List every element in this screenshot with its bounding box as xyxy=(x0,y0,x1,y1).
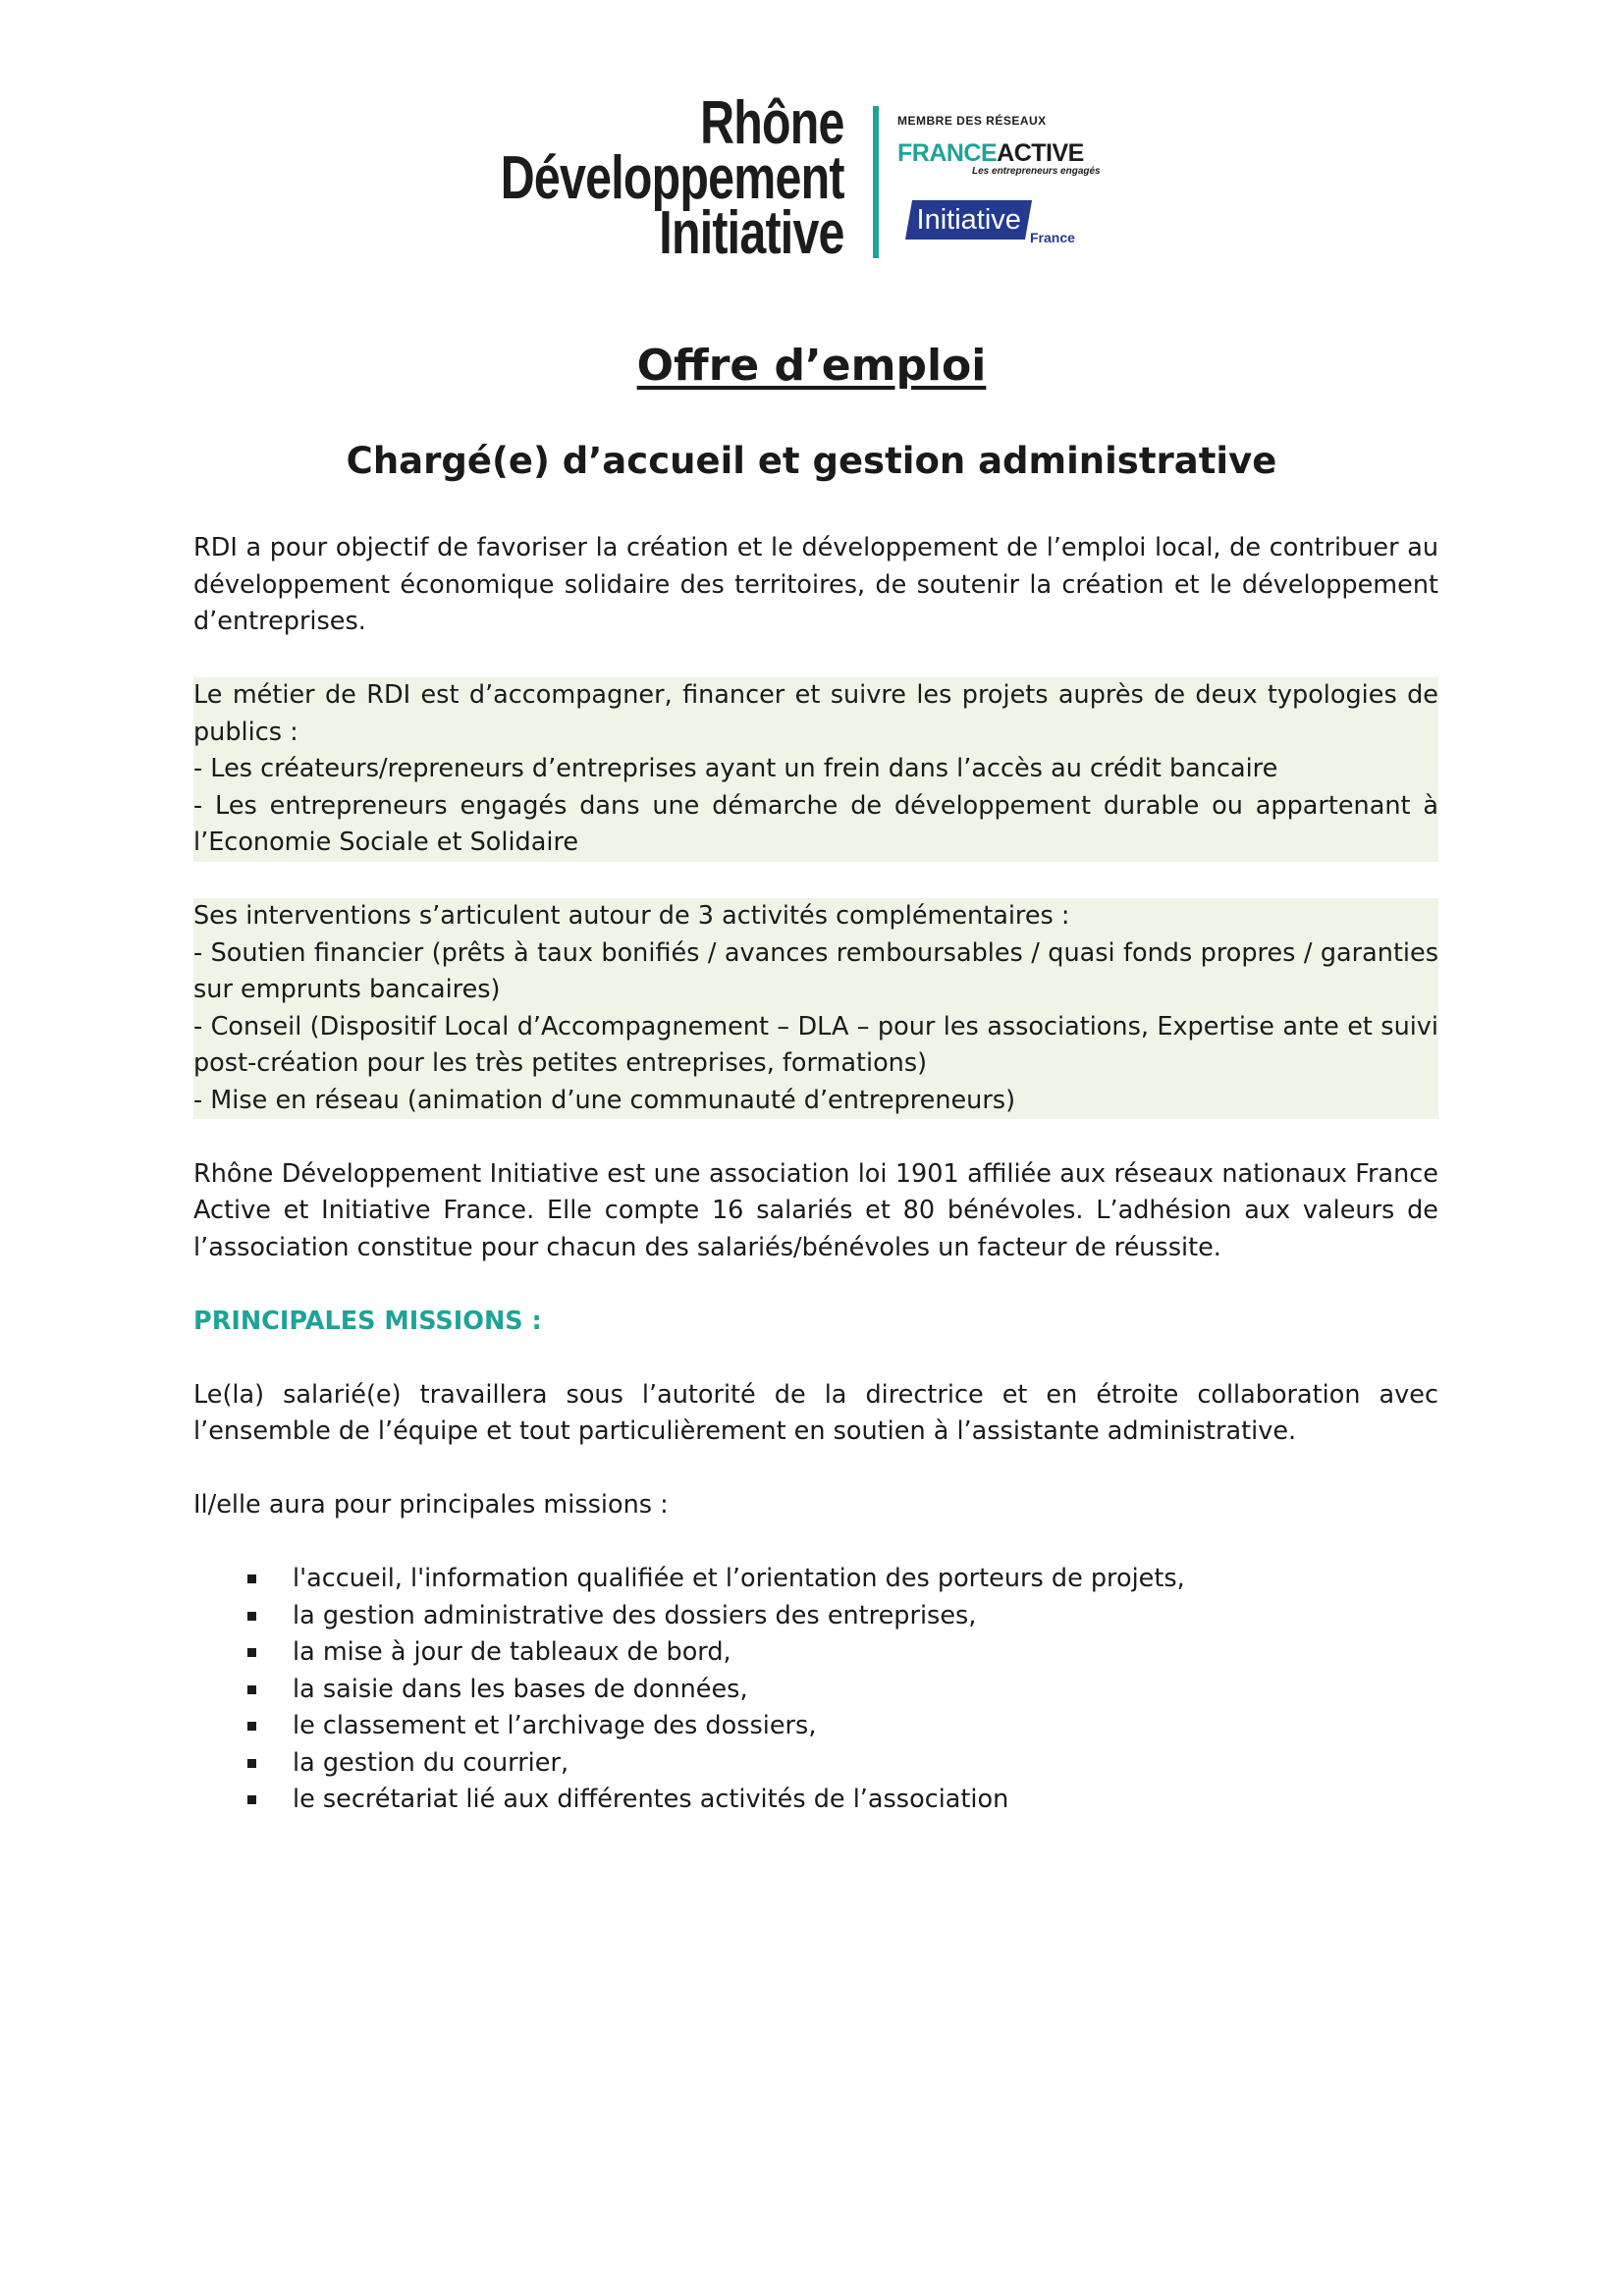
france-active-tagline: Les entrepreneurs engagés xyxy=(972,166,1101,177)
missions-list xyxy=(193,1561,1438,1819)
header-logo xyxy=(0,89,1623,268)
metier-item: - Les entrepreneurs engagés dans une démarche de développement durable ou appartenant à l’Economie Sociale et Solidaire xyxy=(193,788,1438,862)
association-paragraph: Rhône Développement Initiative est une association loi 1901 affiliée aux réseaux nationaux France Active et Initiative France. Elle compte 16 salariés et 80 bénévoles. L’adhésion aux valeurs de l’association constitue pour chacun des salariés/bénévoles un facteur de réussite. xyxy=(193,1158,1438,1262)
initiative-france-logo xyxy=(897,200,1113,249)
initiative-suffix: France xyxy=(1030,230,1075,245)
intervention-item: - Soutien financier (prêts à taux bonifiés / avances remboursables / quasi fonds propres / garanties sur emprunts bancaires) xyxy=(193,935,1438,1009)
mission-text: la saisie dans les bases de données, xyxy=(293,1674,748,1704)
logo-divider xyxy=(873,106,879,258)
initiative-badge xyxy=(905,200,1032,240)
mission-item xyxy=(193,1672,1438,1709)
mission-text: le secrétariat lié aux différentes activités de l’association xyxy=(293,1785,1009,1814)
mission-item xyxy=(193,1708,1438,1745)
logo-line-2: Développement xyxy=(501,144,844,212)
mission-item xyxy=(193,1561,1438,1598)
logo-line-3: Initiative xyxy=(659,199,844,267)
intervention-item: - Conseil (Dispositif Local d’Accompagnement – DLA – pour les associations, Expertise ante et suivi post-création pour les très petites entreprises, formations) xyxy=(193,1009,1438,1083)
intervention-item: - Mise en réseau (animation d’une communauté d’entrepreneurs) xyxy=(193,1083,1438,1120)
mission-item xyxy=(193,1634,1438,1672)
mission-item xyxy=(193,1745,1438,1783)
bullet-icon xyxy=(247,1795,256,1804)
bullet-icon xyxy=(247,1648,256,1657)
logo-line-1: Rhône xyxy=(700,89,844,157)
bullet-icon xyxy=(247,1722,256,1731)
bullet-icon xyxy=(247,1759,256,1768)
rdi-logo-text xyxy=(501,89,844,267)
metier-item: - Les créateurs/repreneurs d’entreprises ayant un frein dans l’accès au crédit bancaire xyxy=(193,751,1438,788)
mission-text: la mise à jour de tableaux de bord, xyxy=(293,1637,731,1667)
mission-text: le classement et l’archivage des dossiers, xyxy=(293,1711,817,1740)
france-active-part1: FRANCE xyxy=(897,139,998,167)
network-logos xyxy=(897,114,1113,249)
france-active-part2: ACTIVE xyxy=(997,139,1084,167)
missions-lead: Il/elle aura pour principales missions : xyxy=(193,1490,669,1520)
missions-heading: PRINCIPALES MISSIONS : xyxy=(193,1306,542,1336)
mission-text: la gestion du courrier, xyxy=(293,1747,569,1778)
interventions-lead: Ses interventions s’articulent autour de 3 activités complémentaires : xyxy=(193,898,1438,935)
mission-item xyxy=(193,1598,1438,1635)
missions-intro: Le(la) salarié(e) travaillera sous l’autorité de la directrice et en étroite collaboration avec l’ensemble de l’équipe et tout particulièrement en soutien à l’assistante administrative. xyxy=(193,1379,1438,1446)
bullet-icon xyxy=(247,1612,256,1621)
job-title: Chargé(e) d’accueil et gestion administrative xyxy=(346,440,1277,482)
interventions-paragraph xyxy=(193,898,1438,1119)
bullet-icon xyxy=(247,1575,256,1583)
page-title: Offre d’emploi xyxy=(636,341,987,391)
france-active-logo xyxy=(897,139,1113,168)
mission-text: la gestion administrative des dossiers des entreprises, xyxy=(293,1600,977,1630)
initiative-label: Initiative xyxy=(916,204,1021,236)
intro-paragraph: RDI a pour objectif de favoriser la création et le développement de l’emploi local, de contribuer au développement économique solidaire des territoires, de soutenir la création et le développement d’entreprises. xyxy=(193,533,1438,636)
bullet-icon xyxy=(247,1685,256,1694)
mission-text: l'accueil, l'information qualifiée et l’orientation des porteurs de projets, xyxy=(293,1564,1185,1593)
document-body xyxy=(193,530,1438,1819)
metier-lead: Le métier de RDI est d’accompagner, financer et suivre les projets auprès de deux typologies de publics : xyxy=(193,677,1438,751)
mission-item xyxy=(193,1782,1438,1819)
member-label: MEMBRE DES RÉSEAUX xyxy=(897,114,1047,128)
metier-paragraph xyxy=(193,677,1438,862)
